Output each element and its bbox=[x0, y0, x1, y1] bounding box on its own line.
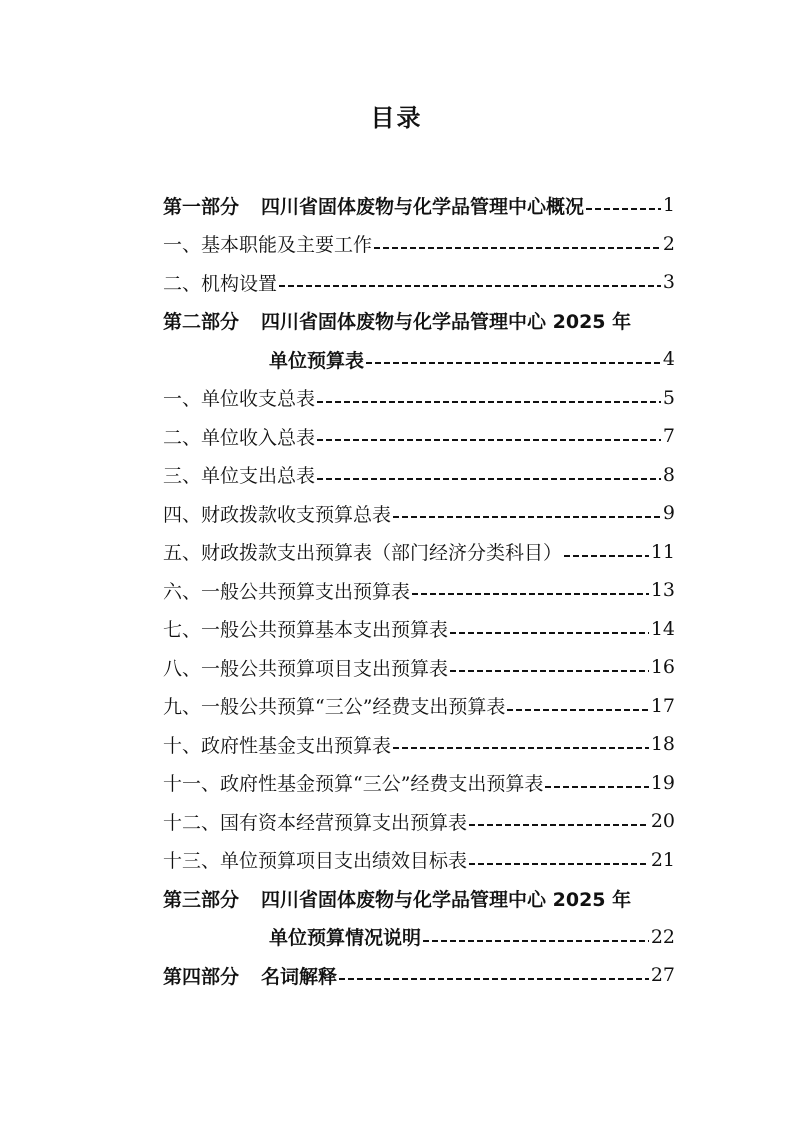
entry-text: 三、单位支出总表 bbox=[163, 465, 316, 488]
toc-item-1-1[interactable] bbox=[163, 225, 675, 264]
toc-item-2-5[interactable] bbox=[163, 533, 675, 572]
toc-item-2-10[interactable] bbox=[163, 725, 675, 764]
entry-text: 十、政府性基金支出预算表 bbox=[163, 734, 392, 757]
page-number: 17 bbox=[650, 694, 675, 717]
entry-text: 单位预算情况说明 bbox=[269, 927, 422, 950]
part-heading: 第二部分 bbox=[163, 311, 240, 334]
toc-item-2-6[interactable] bbox=[163, 571, 675, 610]
dot-leader bbox=[317, 439, 661, 441]
toc-item-2-1[interactable] bbox=[163, 379, 675, 418]
toc-item-2-13[interactable] bbox=[163, 841, 675, 880]
entry-text: 四川省固体废物与化学品管理中心 2025 年 bbox=[261, 311, 632, 334]
dot-leader bbox=[469, 824, 649, 826]
toc-item-2-9[interactable] bbox=[163, 687, 675, 726]
toc-item-2-11[interactable] bbox=[163, 764, 675, 803]
entry-text: 四、财政拨款收支预算总表 bbox=[163, 503, 392, 526]
page-number: 2 bbox=[662, 232, 675, 255]
page-number: 20 bbox=[650, 810, 675, 833]
entry-text: 十三、单位预算项目支出绩效目标表 bbox=[163, 850, 468, 873]
dot-leader bbox=[423, 940, 649, 942]
dot-leader bbox=[586, 208, 661, 210]
toc-part-2-cont[interactable] bbox=[163, 340, 675, 379]
part-heading: 第三部分 bbox=[163, 888, 240, 911]
part-heading: 第一部分 bbox=[163, 195, 240, 218]
dot-leader bbox=[412, 593, 649, 595]
page-number: 4 bbox=[662, 348, 675, 371]
page-number: 19 bbox=[650, 771, 675, 794]
page-number: 22 bbox=[650, 925, 675, 948]
entry-text: 七、一般公共预算基本支出预算表 bbox=[163, 619, 449, 642]
page-number: 7 bbox=[662, 425, 675, 448]
toc-item-2-2[interactable] bbox=[163, 417, 675, 456]
entry-text: 二、单位收入总表 bbox=[163, 426, 316, 449]
entry-text: 六、一般公共预算支出预算表 bbox=[163, 580, 411, 603]
entry-text: 一、基本职能及主要工作 bbox=[163, 234, 373, 257]
toc-part-2[interactable] bbox=[163, 302, 675, 341]
dot-leader bbox=[450, 632, 649, 634]
page-number: 1 bbox=[662, 194, 675, 217]
entry-text: 五、财政拨款支出预算表（部门经济分类科目） bbox=[163, 542, 563, 565]
entry-text: 十二、国有资本经营预算支出预算表 bbox=[163, 811, 468, 834]
page-number: 27 bbox=[650, 964, 675, 987]
entry-text: 名词解释 bbox=[261, 965, 338, 988]
dot-leader bbox=[393, 747, 649, 749]
entry-text: 十一、政府性基金预算“三公”经费支出预算表 bbox=[163, 773, 544, 796]
page-number: 5 bbox=[662, 386, 675, 409]
dot-leader bbox=[545, 786, 648, 788]
toc-item-2-12[interactable] bbox=[163, 802, 675, 841]
dot-leader bbox=[279, 285, 661, 287]
dot-leader bbox=[317, 478, 661, 480]
toc-part-3[interactable] bbox=[163, 879, 675, 918]
toc-part-3-cont[interactable] bbox=[163, 918, 675, 957]
entry-text: 九、一般公共预算“三公”经费支出预算表 bbox=[163, 696, 506, 719]
toc-item-1-2[interactable] bbox=[163, 263, 675, 302]
part-heading: 第四部分 bbox=[163, 965, 240, 988]
document-title: 目录 bbox=[370, 104, 423, 132]
page-number: 14 bbox=[650, 617, 675, 640]
dot-leader bbox=[374, 247, 661, 249]
toc-part-1[interactable] bbox=[163, 186, 675, 225]
page-number: 13 bbox=[650, 579, 675, 602]
dot-leader bbox=[317, 401, 661, 403]
page-number: 11 bbox=[650, 540, 675, 563]
dot-leader bbox=[469, 863, 649, 865]
toc-item-2-8[interactable] bbox=[163, 648, 675, 687]
page-number: 16 bbox=[650, 656, 675, 679]
dot-leader bbox=[564, 555, 649, 557]
table-of-contents bbox=[163, 186, 675, 995]
entry-text: 二、机构设置 bbox=[163, 272, 278, 295]
dot-leader bbox=[393, 516, 661, 518]
dot-leader bbox=[366, 362, 661, 364]
entry-text: 四川省固体废物与化学品管理中心概况 bbox=[261, 195, 585, 218]
page-number: 21 bbox=[650, 848, 675, 871]
dot-leader bbox=[339, 978, 649, 980]
toc-item-2-4[interactable] bbox=[163, 494, 675, 533]
toc-item-2-3[interactable] bbox=[163, 456, 675, 495]
page-number: 3 bbox=[662, 271, 675, 294]
dot-leader bbox=[450, 670, 649, 672]
entry-text: 一、单位收支总表 bbox=[163, 388, 316, 411]
toc-part-4[interactable] bbox=[163, 956, 675, 995]
dot-leader bbox=[507, 709, 648, 711]
page-number: 9 bbox=[662, 502, 675, 525]
page-number: 18 bbox=[650, 733, 675, 756]
entry-text: 单位预算表 bbox=[269, 349, 365, 372]
page-number: 8 bbox=[662, 463, 675, 486]
entry-text: 八、一般公共预算项目支出预算表 bbox=[163, 657, 449, 680]
toc-item-2-7[interactable] bbox=[163, 610, 675, 649]
entry-text: 四川省固体废物与化学品管理中心 2025 年 bbox=[261, 888, 632, 911]
